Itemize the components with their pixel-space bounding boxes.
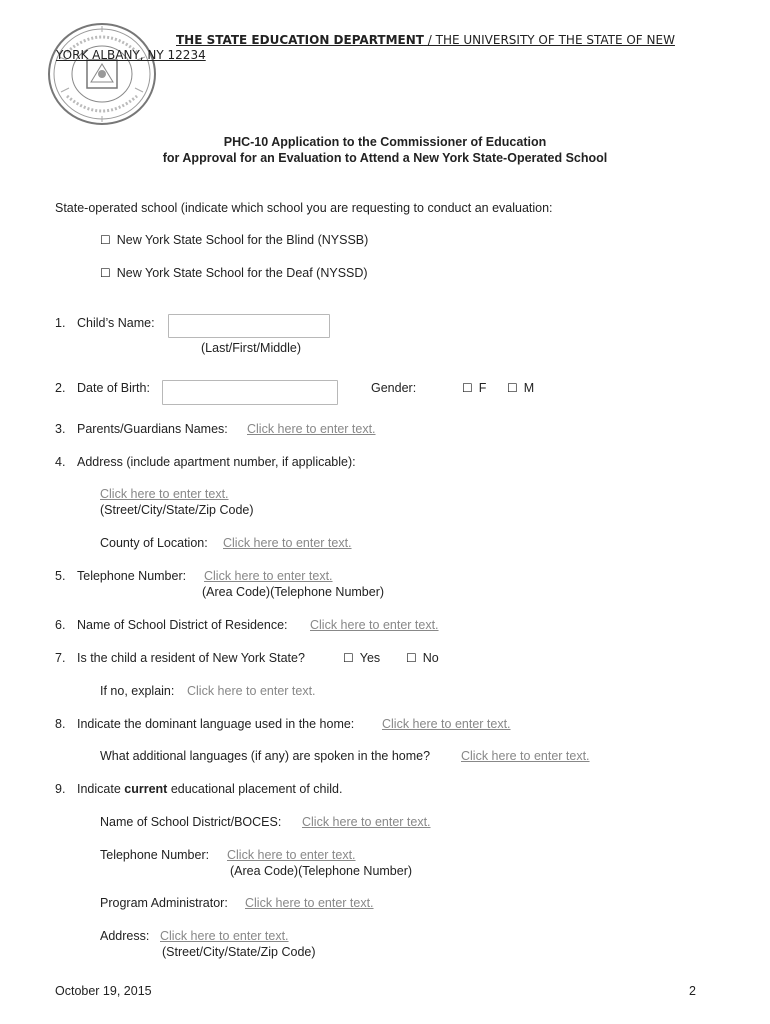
department-header <box>176 33 675 47</box>
telephone-field[interactable]: Click here to enter text. <box>204 569 333 583</box>
university-name: / THE UNIVERSITY OF THE STATE OF NEW <box>423 33 675 47</box>
gender-option-f-label: F <box>478 381 487 395</box>
district-boces-field[interactable]: Click here to enter text. <box>302 815 431 829</box>
form-title: PHC-10 Application to the Commissioner of Education <box>223 135 547 149</box>
dominant-language-field[interactable]: Click here to enter text. <box>382 717 511 731</box>
q7-label: Is the child a resident of New York State? <box>77 651 305 665</box>
q8-label: Indicate the dominant language used in the home: <box>77 717 355 731</box>
checkbox-icon[interactable]: ☐ <box>100 266 111 280</box>
page-number: 2 <box>689 984 696 998</box>
q4-number: 4. <box>55 455 66 469</box>
q3-label: Parents/Guardians Names: <box>77 422 228 436</box>
q5-number: 5. <box>55 569 66 583</box>
checkbox-icon[interactable]: ☐ <box>406 651 417 665</box>
footer-date: October 19, 2015 <box>55 984 152 998</box>
department-address: YORK ALBANY, NY 12234 <box>56 48 206 62</box>
placement-phone-field[interactable]: Click here to enter text. <box>227 848 356 862</box>
county-label: County of Location: <box>100 536 208 550</box>
resident-option-yes[interactable] <box>343 651 380 665</box>
gender-option-f[interactable] <box>462 381 486 395</box>
resident-option-yes-label: Yes <box>359 651 381 665</box>
q4-hint: (Street/City/State/Zip Code) <box>100 503 254 517</box>
checkbox-icon[interactable]: ☐ <box>100 233 111 247</box>
district-boces-label: Name of School District/BOCES: <box>100 815 282 829</box>
address-field[interactable]: Click here to enter text. <box>100 487 229 501</box>
checkbox-icon[interactable]: ☐ <box>462 381 473 395</box>
date-of-birth-input[interactable] <box>162 380 338 405</box>
resident-option-no-label: No <box>422 651 439 665</box>
gender-option-m-label: M <box>523 381 535 395</box>
q9-number: 9. <box>55 782 66 796</box>
parents-names-field[interactable]: Click here to enter text. <box>247 422 376 436</box>
checkbox-icon[interactable]: ☐ <box>343 651 354 665</box>
state-seal-logo <box>47 22 157 126</box>
q5-label: Telephone Number: <box>77 569 187 583</box>
q5-hint: (Area Code)(Telephone Number) <box>202 585 385 599</box>
q2-label: Date of Birth: <box>77 381 150 395</box>
additional-languages-label: What additional languages (if any) are spoken in the home? <box>100 749 431 763</box>
q1-number: 1. <box>55 316 66 330</box>
q6-label: Name of School District of Residence: <box>77 618 288 632</box>
q6-number: 6. <box>55 618 66 632</box>
q2-number: 2. <box>55 381 66 395</box>
school-option-nyssd[interactable] <box>100 266 368 280</box>
school-option-nyssb[interactable] <box>100 233 368 247</box>
q1-label: Child’s Name: <box>77 316 155 330</box>
q9-label-emphasis: current <box>124 782 168 796</box>
q3-number: 3. <box>55 422 66 436</box>
q9-label: Indicate current educational placement of child. <box>77 782 343 796</box>
school-option-nyssb-label: New York State School for the Blind (NYSSB) <box>116 233 369 247</box>
program-administrator-field[interactable]: Click here to enter text. <box>245 896 374 910</box>
placement-address-hint: (Street/City/State/Zip Code) <box>162 945 316 959</box>
resident-option-no[interactable] <box>406 651 439 665</box>
checkbox-icon[interactable]: ☐ <box>507 381 518 395</box>
placement-address-label: Address: <box>100 929 150 943</box>
gender-label: Gender: <box>371 381 417 395</box>
school-prompt: State-operated school (indicate which school you are requesting to conduct an evaluation: <box>55 201 553 215</box>
additional-languages-field[interactable]: Click here to enter text. <box>461 749 590 763</box>
school-district-field[interactable]: Click here to enter text. <box>310 618 439 632</box>
explain-field[interactable]: Click here to enter text. <box>187 684 316 698</box>
explain-label: If no, explain: <box>100 684 175 698</box>
school-option-nyssd-label: New York State School for the Deaf (NYSSD) <box>116 266 368 280</box>
child-name-input[interactable] <box>168 314 330 338</box>
placement-phone-label: Telephone Number: <box>100 848 210 862</box>
form-subtitle: for Approval for an Evaluation to Attend a New York State-Operated School <box>162 151 608 165</box>
q7-number: 7. <box>55 651 66 665</box>
gender-option-m[interactable] <box>507 381 534 395</box>
placement-address-field[interactable]: Click here to enter text. <box>160 929 289 943</box>
q4-label: Address (include apartment number, if applicable): <box>77 455 356 469</box>
placement-phone-hint: (Area Code)(Telephone Number) <box>230 864 413 878</box>
q8-number: 8. <box>55 717 66 731</box>
county-field[interactable]: Click here to enter text. <box>223 536 352 550</box>
q1-hint: (Last/First/Middle) <box>201 341 302 355</box>
department-name: THE STATE EDUCATION DEPARTMENT <box>176 33 424 47</box>
program-administrator-label: Program Administrator: <box>100 896 228 910</box>
